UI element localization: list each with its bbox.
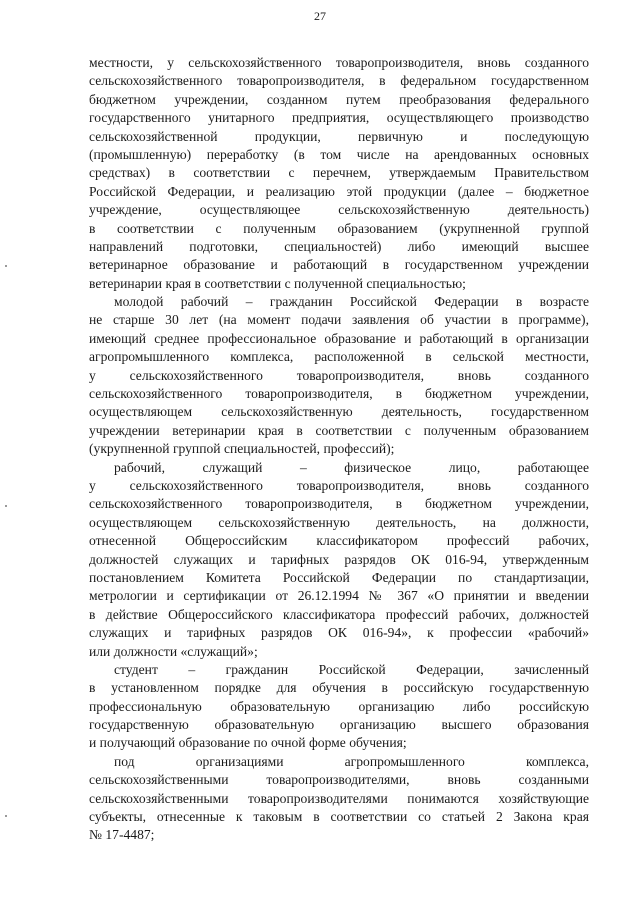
text-line: осуществляющем сельскохозяйственную деятельность, на должности, [89, 514, 589, 530]
text-line: учреждении ветеринарии края в соответствии с полученным образованием [89, 422, 589, 438]
page-number: 27 [314, 9, 326, 23]
text-line: у сельскохозяйственного товаропроизводителя, вновь созданного [89, 477, 589, 493]
text-line: № 17-4487; [89, 827, 155, 843]
text-line: имеющий среднее профессиональное образование и работающий в организации [89, 330, 589, 346]
text-line: молодой рабочий – гражданин Российской Федерации в возрасте [114, 294, 589, 310]
text-line: не старше 30 лет (на момент подачи заявления об участии в программе), [89, 312, 589, 328]
text-line: в установленном порядке для обучения в российскую государственную [89, 680, 589, 696]
text-line: сельскохозяйственного товаропроизводителя, в бюджетном учреждении, [89, 496, 589, 512]
text-line: ветеринарное образование и работающий в государственном учреждении [89, 257, 589, 273]
text-line: средствах) в соответствии с перечнем, утверждаемым Правительством [89, 165, 589, 181]
text-line: сельскохозяйственными товаропроизводителями, вновь созданными [89, 772, 589, 788]
text-line: должностей служащих и тарифных разрядов ОК 016-94, утвержденным [89, 551, 589, 567]
paragraph [89, 753, 589, 845]
text-line: агропромышленного комплекса, расположенной в сельской местности, [89, 349, 589, 365]
paragraph [89, 54, 589, 293]
text-line: метрологии и сертификации от 26.12.1994 № 367 «О принятии и введении [89, 588, 589, 604]
text-line: государственного унитарного предприятия, осуществляющего производство [89, 110, 589, 126]
scan-edge-mark [5, 815, 7, 817]
text-line: местности, у сельскохозяйственного товаропроизводителя, вновь созданного [89, 55, 589, 70]
text-line: отнесенной Общероссийским классификатором профессий рабочих, [89, 533, 589, 549]
text-line: (укрупненной группой специальностей, профессий); [89, 441, 395, 457]
text-line: сельскохозяйственными товаропроизводителями понимаются хозяйствующие [89, 790, 589, 806]
text-line: сельскохозяйственного товаропроизводителя, в бюджетном учреждении, [89, 386, 589, 402]
paragraph [89, 459, 589, 661]
text-line: рабочий, служащий – физическое лицо, работающее [114, 459, 589, 475]
scan-edge-mark [5, 265, 7, 267]
paragraph [89, 661, 589, 753]
text-line: под организациями агропромышленного комплекса, [114, 753, 589, 769]
scan-edge-mark [5, 505, 7, 507]
text-line: и получающий образование по очной форме обучения; [89, 735, 407, 751]
text-line: в действие Общероссийского классификатора профессий рабочих, должностей [89, 606, 589, 622]
text-line: направлений подготовки, специальностей) либо имеющий высшее [89, 238, 589, 254]
text-line: субъекты, отнесенные к таковым в соответствии со статьей 2 Закона края [89, 809, 589, 825]
text-line: учреждение, осуществляющее сельскохозяйственную деятельность) [89, 202, 589, 218]
text-line: Российской Федерации, и реализацию этой продукции (далее – бюджетное [89, 183, 589, 199]
text-line: постановлением Комитета Российской Федерации по стандартизации, [89, 569, 589, 585]
text-line: осуществляющем сельскохозяйственную деятельность, государственном [89, 404, 589, 420]
text-line: сельскохозяйственного товаропроизводителя, в федеральном государственном [89, 73, 589, 89]
text-line: сельскохозяйственной продукции, первичную и последующую [89, 128, 589, 144]
text-line: в соответствии с полученным образованием (укрупненной группой [89, 220, 589, 236]
text-line: (промышленную) переработку (в том числе на арендованных основных [89, 146, 589, 162]
text-line: студент – гражданин Российской Федерации, зачисленный [114, 661, 589, 677]
document-body [89, 54, 589, 845]
paragraph [89, 293, 589, 459]
text-line: или должности «служащий»; [89, 643, 258, 659]
text-line: ветеринарии края в соответствии с полученной специальностью; [89, 275, 466, 291]
text-line: бюджетном учреждении, созданном путем преобразования федерального [89, 91, 589, 107]
text-line: служащих и тарифных разрядов ОК 016-94», к профессии «рабочий» [89, 625, 589, 641]
text-line: у сельскохозяйственного товаропроизводителя, вновь созданного [89, 367, 589, 383]
text-line: государственную образовательную организацию высшего образования [89, 717, 589, 733]
text-line: профессиональную образовательную организацию либо российскую [89, 698, 589, 714]
